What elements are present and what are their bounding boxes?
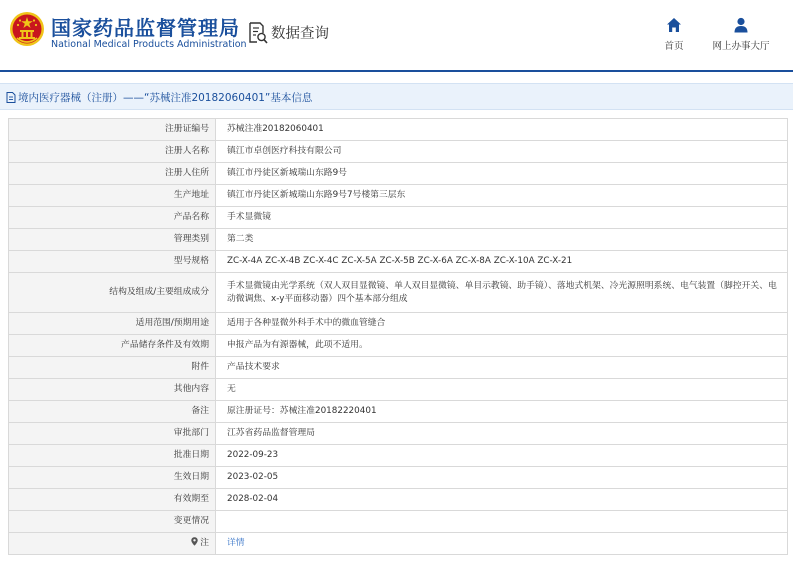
- data-query-label[interactable]: 数据查询: [271, 26, 329, 42]
- detail-label: [9, 163, 216, 185]
- detail-label: [9, 445, 216, 467]
- detail-label-text: 生效日期: [173, 472, 209, 482]
- detail-value-text: 镇江市丹徒区新城瑞山东路9号: [227, 168, 347, 178]
- detail-label: [9, 207, 216, 229]
- nav-online-hall[interactable]: [709, 17, 773, 52]
- detail-label: [9, 273, 216, 313]
- detail-value-text: 适用于各种显微外科手术中的微血管缝合: [227, 318, 386, 328]
- site-logo-subtitle: National Medical Products Administration: [51, 39, 247, 50]
- detail-label-text: 变更情况: [173, 516, 209, 526]
- detail-label-text: 有效期至: [173, 494, 209, 504]
- detail-value: [216, 511, 788, 533]
- section-title: 境内医疗器械（注册）——“苏械注准20182060401”基本信息: [18, 92, 313, 104]
- detail-label: [9, 313, 216, 335]
- detail-row: [9, 313, 788, 335]
- detail-label-text: 管理类别: [173, 234, 209, 244]
- detail-label: [9, 379, 216, 401]
- detail-label-text: 注: [200, 538, 209, 548]
- location-pin-icon: [191, 537, 198, 546]
- detail-label: [9, 533, 216, 555]
- detail-value-text: 第二类: [227, 234, 254, 244]
- detail-value: [216, 489, 788, 511]
- detail-row: [9, 423, 788, 445]
- detail-label-text: 产品名称: [173, 212, 209, 222]
- detail-value: [216, 163, 788, 185]
- detail-value: [216, 313, 788, 335]
- detail-label: [9, 251, 216, 273]
- detail-value: [216, 401, 788, 423]
- site-logo-title[interactable]: 国家药品监督管理局: [51, 16, 240, 40]
- detail-row: [9, 207, 788, 229]
- detail-label: [9, 335, 216, 357]
- detail-row: [9, 467, 788, 489]
- detail-value: [216, 185, 788, 207]
- detail-label: [9, 357, 216, 379]
- detail-label: [9, 511, 216, 533]
- detail-value-text: 产品技术要求: [227, 362, 280, 372]
- detail-label-text: 结构及组成/主要组成成分: [109, 287, 209, 297]
- detail-label-text: 注册人名称: [165, 146, 209, 156]
- detail-label: [9, 489, 216, 511]
- detail-row: [9, 229, 788, 251]
- header-divider: [0, 70, 793, 72]
- detail-value: [216, 141, 788, 163]
- detail-row: [9, 251, 788, 273]
- detail-row: [9, 445, 788, 467]
- detail-row: [9, 335, 788, 357]
- detail-value: [216, 251, 788, 273]
- detail-value: [216, 379, 788, 401]
- site-header: [0, 0, 793, 70]
- national-emblem-icon: [9, 11, 45, 47]
- detail-label-text: 产品储存条件及有效期: [121, 340, 209, 350]
- data-query-icon: [248, 22, 268, 44]
- detail-label-text: 适用范围/预期用途: [135, 318, 209, 328]
- detail-label-text: 型号规格: [173, 256, 209, 266]
- detail-value-text: 苏械注准20182060401: [227, 124, 324, 134]
- detail-value: [216, 335, 788, 357]
- detail-value-text: 手术显微镜: [227, 212, 271, 222]
- details-link[interactable]: 详情: [227, 538, 245, 548]
- detail-value-text: ZC-X-4A ZC-X-4B ZC-X-4C ZC-X-5A ZC-X-5B ZC-X-6A ZC-X-8A ZC-X-10A ZC-X-21: [227, 256, 573, 266]
- detail-value-text: 江苏省药品监督管理局: [227, 428, 315, 438]
- detail-value-text: 申报产品为有源器械，此项不适用。: [227, 340, 368, 350]
- detail-value: [216, 467, 788, 489]
- detail-label-text: 审批部门: [173, 428, 209, 438]
- detail-label: [9, 229, 216, 251]
- detail-table: [8, 118, 788, 555]
- detail-label: [9, 467, 216, 489]
- detail-row: [9, 185, 788, 207]
- detail-value: [216, 273, 788, 313]
- detail-label-text: 注册人住所: [165, 168, 209, 178]
- detail-value: [216, 357, 788, 379]
- detail-label-text: 注册证编号: [165, 124, 209, 134]
- detail-label-text: 备注: [191, 406, 209, 416]
- nav-online-hall-label: 网上办事大厅: [712, 41, 770, 52]
- detail-value: [216, 119, 788, 141]
- detail-label: [9, 423, 216, 445]
- document-icon: [6, 92, 16, 103]
- detail-label: [9, 401, 216, 423]
- section-header: [0, 83, 793, 110]
- detail-row: [9, 511, 788, 533]
- detail-label: [9, 119, 216, 141]
- detail-row: [9, 533, 788, 555]
- detail-label-text: 其他内容: [173, 384, 209, 394]
- detail-value-text: 2023-02-05: [227, 472, 279, 482]
- detail-value-text: 2028-02-04: [227, 494, 279, 504]
- detail-value-text: 镇江市卓创医疗科技有限公司: [227, 146, 342, 156]
- detail-value-text: 2022-09-23: [227, 450, 279, 460]
- detail-value-text: 原注册证号：苏械注准20182220401: [227, 406, 377, 416]
- detail-row: [9, 489, 788, 511]
- detail-label: [9, 141, 216, 163]
- detail-row: [9, 141, 788, 163]
- user-icon: [733, 17, 749, 33]
- detail-value: [216, 423, 788, 445]
- detail-value: [216, 445, 788, 467]
- detail-value: [216, 533, 788, 555]
- detail-value-text: 无: [227, 384, 236, 394]
- detail-row: [9, 379, 788, 401]
- detail-row: [9, 401, 788, 423]
- home-icon: [666, 17, 682, 33]
- nav-home[interactable]: [658, 17, 690, 52]
- detail-value-text: 手术显微镜由光学系统（双人双目显微镜、单人双目显微镜、单目示教镜、助手镜）、落地式机架、冷光源照明系统、电气装置（脚控开关、电动微调焦、x-y平面移动器）四个基本部分组成: [227, 280, 777, 304]
- detail-label: [9, 185, 216, 207]
- detail-value-text: 镇江市丹徒区新城瑞山东路9号7号楼第三层东: [227, 190, 406, 200]
- detail-row: [9, 357, 788, 379]
- detail-label-text: 附件: [191, 362, 209, 372]
- detail-row: [9, 119, 788, 141]
- detail-value: [216, 207, 788, 229]
- detail-label-text: 批准日期: [173, 450, 209, 460]
- detail-row: [9, 163, 788, 185]
- detail-label-text: 生产地址: [173, 190, 209, 200]
- nav-home-label: 首页: [664, 41, 684, 52]
- detail-row: [9, 273, 788, 313]
- detail-value: [216, 229, 788, 251]
